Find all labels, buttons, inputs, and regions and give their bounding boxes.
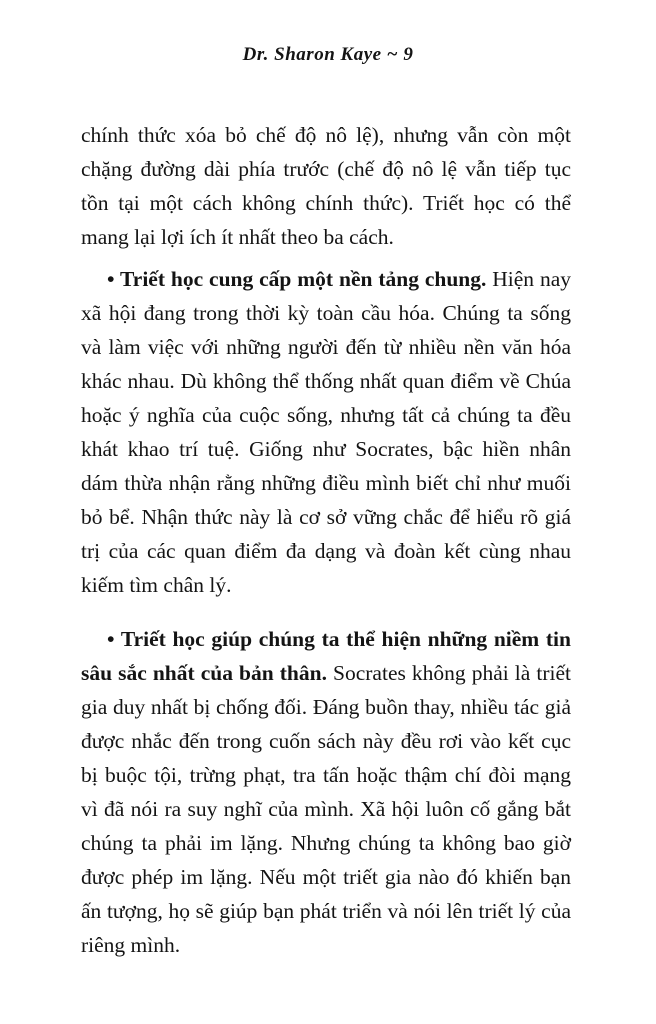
bullet: • (107, 266, 115, 291)
running-head: Dr. Sharon Kaye ~ 9 (242, 44, 414, 65)
paragraph-lead: Triết học giúp chúng ta thể hiện những niềm tin sâu sắc nhất của bản thân. (81, 626, 571, 685)
paragraph-body: Socrates không phải là triết gia duy nhất bị chống đối. Đáng buồn thay, nhiều tác giả được nhắc đến trong cuốn sách này đều rơi vào kết cục bị buộc tội, trừng phạt, tra tấn hoặc thậm chí đòi mạng vì đã nói ra suy nghĩ của mình. Xã hội luôn cố gắng bắt chúng ta phải im lặng. Nhưng chúng ta không bao giờ được phép im lặng. Nếu một triết gia nào đó khiến bạn ấn tượng, họ sẽ giúp bạn phát triển và nói lên triết lý của riêng mình. (81, 660, 571, 957)
paragraph-express-beliefs (81, 622, 571, 962)
paragraph-intro: chính thức xóa bỏ chế độ nô lệ), nhưng vẫn còn một chặng đường dài phía trước (chế độ nô lệ vẫn tiếp tục tồn tại một cách không chính thức). Triết học có thể mang lại lợi ích ít nhất theo ba cách. (81, 122, 571, 249)
paragraph-common-foundation (81, 262, 571, 602)
paragraph-body: Hiện nay xã hội đang trong thời kỳ toàn cầu hóa. Chúng ta sống và làm việc với những người đến từ nhiều nền văn hóa khác nhau. Dù không thể thống nhất quan điểm về Chúa hoặc ý nghĩa của cuộc sống, nhưng tất cả chúng ta đều khát khao trí tuệ. Giống như Socrates, bậc hiền nhân dám thừa nhận rằng những điều mình biết chỉ như muối bỏ bể. Nhận thức này là cơ sở vững chắc để hiểu rõ giá trị của các quan điểm đa dạng và đoàn kết cùng nhau kiếm tìm chân lý. (81, 266, 571, 597)
bullet: • (107, 626, 115, 651)
paragraph-lead: Triết học cung cấp một nền tảng chung. (120, 266, 487, 291)
